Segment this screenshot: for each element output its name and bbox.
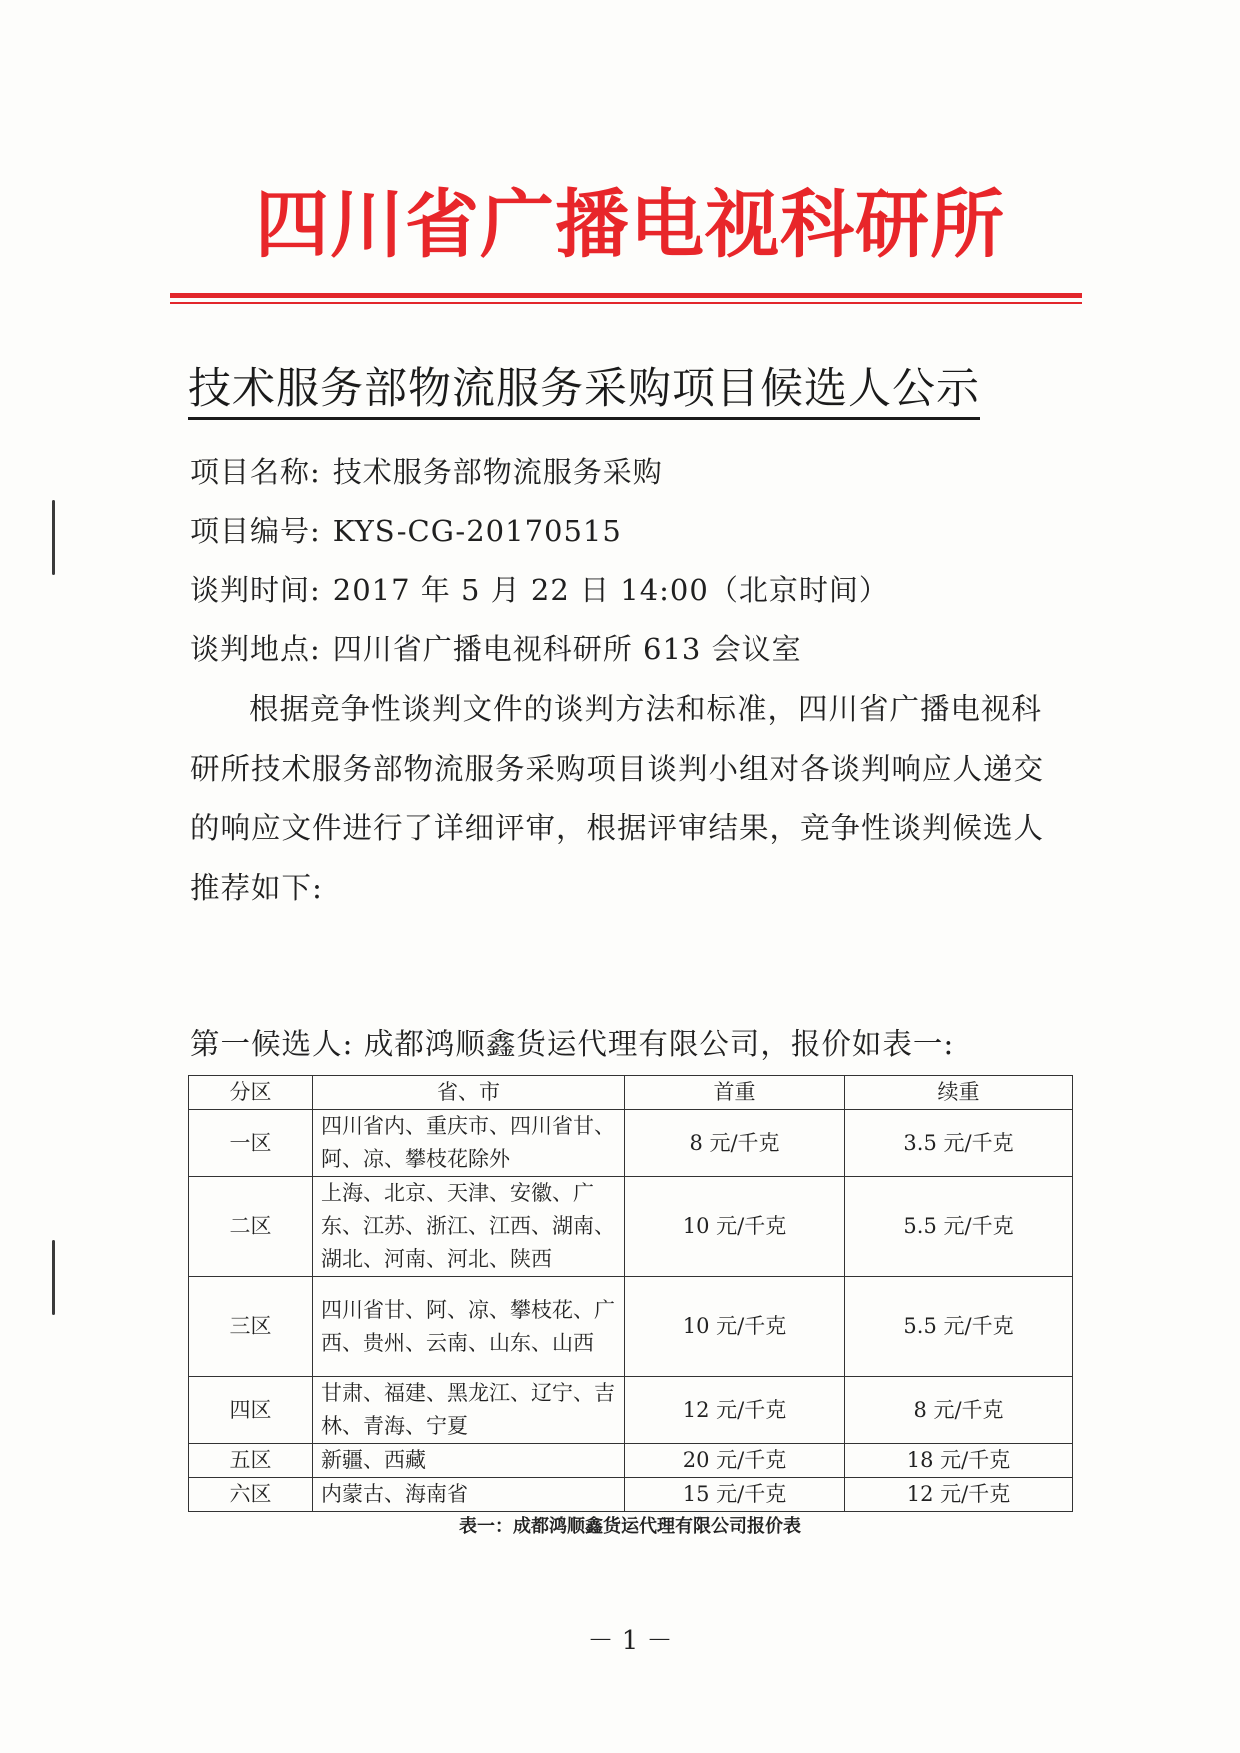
binder-hole-mark (52, 1240, 55, 1315)
table-row (189, 1277, 1073, 1377)
table-row (189, 1478, 1073, 1512)
zone-cell: 六区 (189, 1478, 313, 1512)
first-weight-cell: 10 元/千克 (625, 1277, 845, 1377)
project-name-line (190, 455, 663, 489)
extra-weight-cell: 5.5 元/千克 (845, 1277, 1073, 1377)
table-row (189, 1110, 1073, 1177)
project-name-value: 技术服务部物流服务采购 (332, 455, 663, 489)
project-number-line (190, 514, 622, 548)
table-header-cell: 省、市 (313, 1076, 625, 1110)
table-header-cell: 首重 (625, 1076, 845, 1110)
header-red-rule-thin (170, 302, 1082, 304)
extra-weight-cell: 8 元/千克 (845, 1377, 1073, 1444)
zone-cell: 三区 (189, 1277, 313, 1377)
binder-hole-mark (52, 500, 55, 575)
body-paragraph: 根据竞争性谈判文件的谈判方法和标准，四川省广播电视科研所技术服务部物流服务采购项目谈判小组对各谈判响应人递交的响应文件进行了详细评审，根据评审结果，竞争性谈判候选人推荐如下: (190, 692, 1045, 905)
negotiation-place-line (190, 632, 802, 666)
zone-cell: 一区 (189, 1110, 313, 1177)
zone-cell: 五区 (189, 1444, 313, 1478)
page-number: － 1 － (587, 1626, 673, 1656)
project-name-label: 项目名称: (190, 455, 321, 489)
provinces-cell: 内蒙古、海南省 (313, 1478, 625, 1512)
extra-weight-cell: 12 元/千克 (845, 1478, 1073, 1512)
provinces-cell: 四川省内、重庆市、四川省甘、阿、凉、攀枝花除外 (313, 1110, 625, 1177)
project-number-label: 项目编号: (190, 514, 321, 548)
price-table (188, 1075, 1073, 1512)
first-weight-cell: 10 元/千克 (625, 1177, 845, 1277)
document-title: 技术服务部物流服务采购项目候选人公示 (188, 368, 980, 420)
org-header-title: 四川省广播电视科研所 (255, 182, 1005, 268)
first-weight-cell: 8 元/千克 (625, 1110, 845, 1177)
table-header-cell: 分区 (189, 1076, 313, 1110)
table-header-cell: 续重 (845, 1076, 1073, 1110)
first-weight-cell: 20 元/千克 (625, 1444, 845, 1478)
table-header-row (189, 1076, 1073, 1110)
extra-weight-cell: 3.5 元/千克 (845, 1110, 1073, 1177)
zone-cell: 二区 (189, 1177, 313, 1277)
negotiation-place-value: 四川省广播电视科研所 613 会议室 (332, 632, 802, 666)
extra-weight-cell: 18 元/千克 (845, 1444, 1073, 1478)
provinces-cell: 四川省甘、阿、凉、攀枝花、广西、贵州、云南、山东、山西 (313, 1277, 625, 1377)
provinces-cell: 新疆、西藏 (313, 1444, 625, 1478)
header-red-rule (170, 293, 1082, 298)
negotiation-time-value: 2017 年 5 月 22 日 14:00（北京时间） (332, 573, 889, 607)
negotiation-time-line (190, 573, 889, 607)
first-weight-cell: 15 元/千克 (625, 1478, 845, 1512)
first-weight-cell: 12 元/千克 (625, 1377, 845, 1444)
table-row (189, 1177, 1073, 1277)
provinces-cell: 甘肃、福建、黑龙江、辽宁、吉林、青海、宁夏 (313, 1377, 625, 1444)
table-row (189, 1444, 1073, 1478)
first-candidate-line: 第一候选人: 成都鸿顺鑫货运代理有限公司，报价如表一: (190, 1027, 955, 1061)
negotiation-time-label: 谈判时间: (190, 573, 321, 607)
table-row (189, 1377, 1073, 1444)
extra-weight-cell: 5.5 元/千克 (845, 1177, 1073, 1277)
negotiation-place-label: 谈判地点: (190, 632, 321, 666)
zone-cell: 四区 (189, 1377, 313, 1444)
provinces-cell: 上海、北京、天津、安徽、广东、江苏、浙江、江西、湖南、湖北、河南、河北、陕西 (313, 1177, 625, 1277)
project-number-value: KYS-CG-20170515 (332, 514, 622, 548)
table-caption: 表一：成都鸿顺鑫货运代理有限公司报价表 (459, 1516, 801, 1537)
